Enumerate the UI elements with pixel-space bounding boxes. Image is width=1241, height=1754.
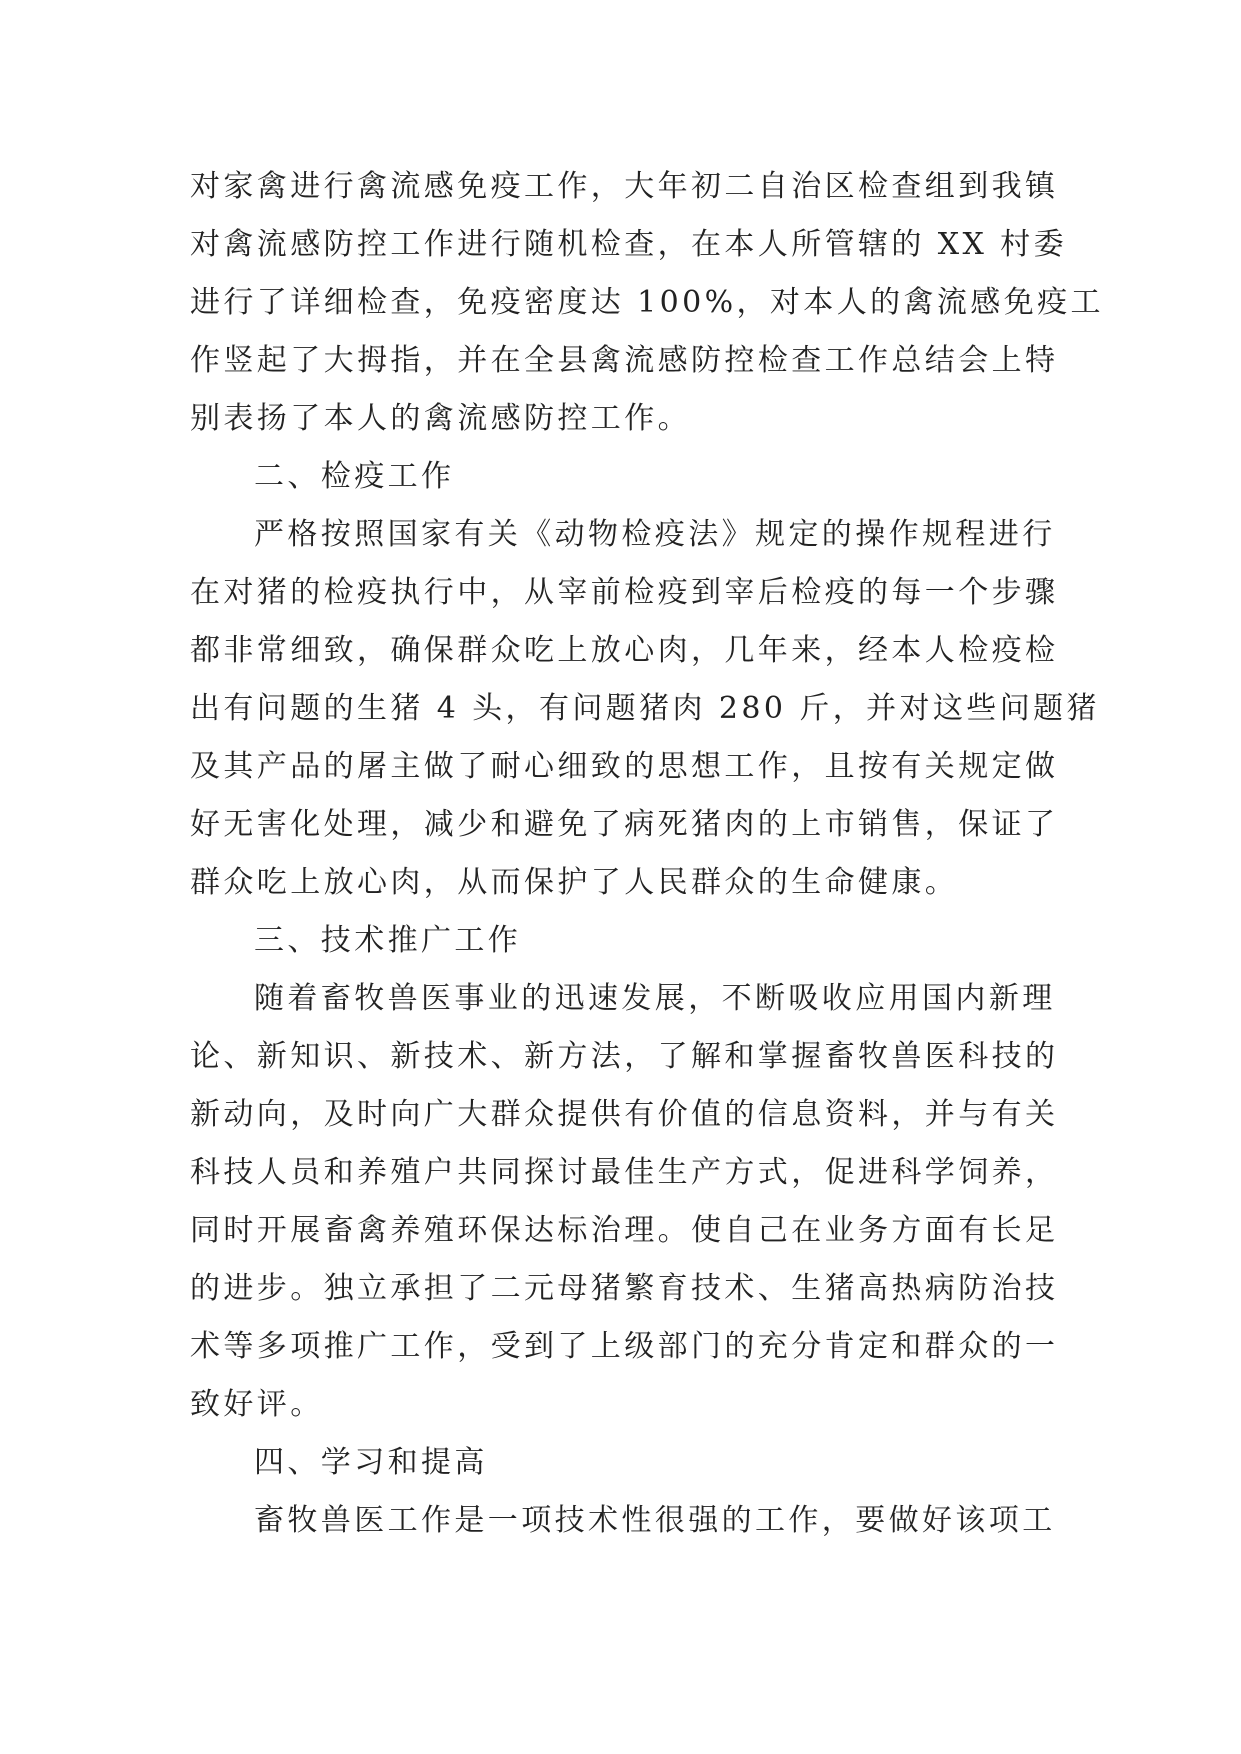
- text-line: 及其产品的屠主做了耐心细致的思想工作，且按有关规定做: [190, 749, 1059, 784]
- text-line: 新动向，及时向广大群众提供有价值的信息资料，并与有关: [190, 1097, 1059, 1132]
- text-line: 好无害化处理，减少和避免了病死猪肉的上市销售，保证了: [190, 807, 1059, 842]
- text-line: 随着畜牧兽医事业的迅速发展，不断吸收应用国内新理: [254, 981, 1056, 1016]
- text-line: 论、新知识、新技术、新方法，了解和掌握畜牧兽医科技的: [190, 1039, 1059, 1074]
- text-line: 科技人员和养殖户共同探讨最佳生产方式，促进科学饲养，: [190, 1155, 1059, 1190]
- text-line: 致好评。: [190, 1387, 324, 1422]
- text-line: 进行了详细检查，免疫密度达 100%，对本人的禽流感免疫工: [190, 285, 1104, 320]
- text-line: 在对猪的检疫执行中，从宰前检疫到宰后检疫的每一个步骤: [190, 575, 1059, 610]
- text-line: 严格按照国家有关《动物检疫法》规定的操作规程进行: [254, 517, 1056, 552]
- text-line: 畜牧兽医工作是一项技术性很强的工作，要做好该项工: [254, 1503, 1056, 1538]
- text-line: 群众吃上放心肉，从而保护了人民群众的生命健康。: [190, 865, 959, 900]
- text-line: 的进步。独立承担了二元母猪繁育技术、生猪高热病防治技: [190, 1271, 1059, 1306]
- text-line: 别表扬了本人的禽流感防控工作。: [190, 401, 691, 436]
- text-line: 同时开展畜禽养殖环保达标治理。使自己在业务方面有长足: [190, 1213, 1059, 1248]
- text-line: 对禽流感防控工作进行随机检查，在本人所管辖的 XX 村委: [190, 227, 1067, 262]
- body-text: [190, 158, 1104, 1550]
- text-line: 出有问题的生猪 4 头，有问题猪肉 280 斤，并对这些问题猪: [190, 691, 1100, 726]
- section-heading: 二、检疫工作: [254, 459, 455, 494]
- section-heading: 四、学习和提高: [254, 1445, 488, 1480]
- text-line: 术等多项推广工作，受到了上级部门的充分肯定和群众的一: [190, 1329, 1059, 1364]
- text-line: 对家禽进行禽流感免疫工作，大年初二自治区检查组到我镇: [190, 169, 1059, 204]
- section-heading: 三、技术推广工作: [254, 923, 522, 958]
- text-line: 都非常细致，确保群众吃上放心肉，几年来，经本人检疫检: [190, 633, 1059, 668]
- text-line: 作竖起了大拇指，并在全县禽流感防控检查工作总结会上特: [190, 343, 1059, 378]
